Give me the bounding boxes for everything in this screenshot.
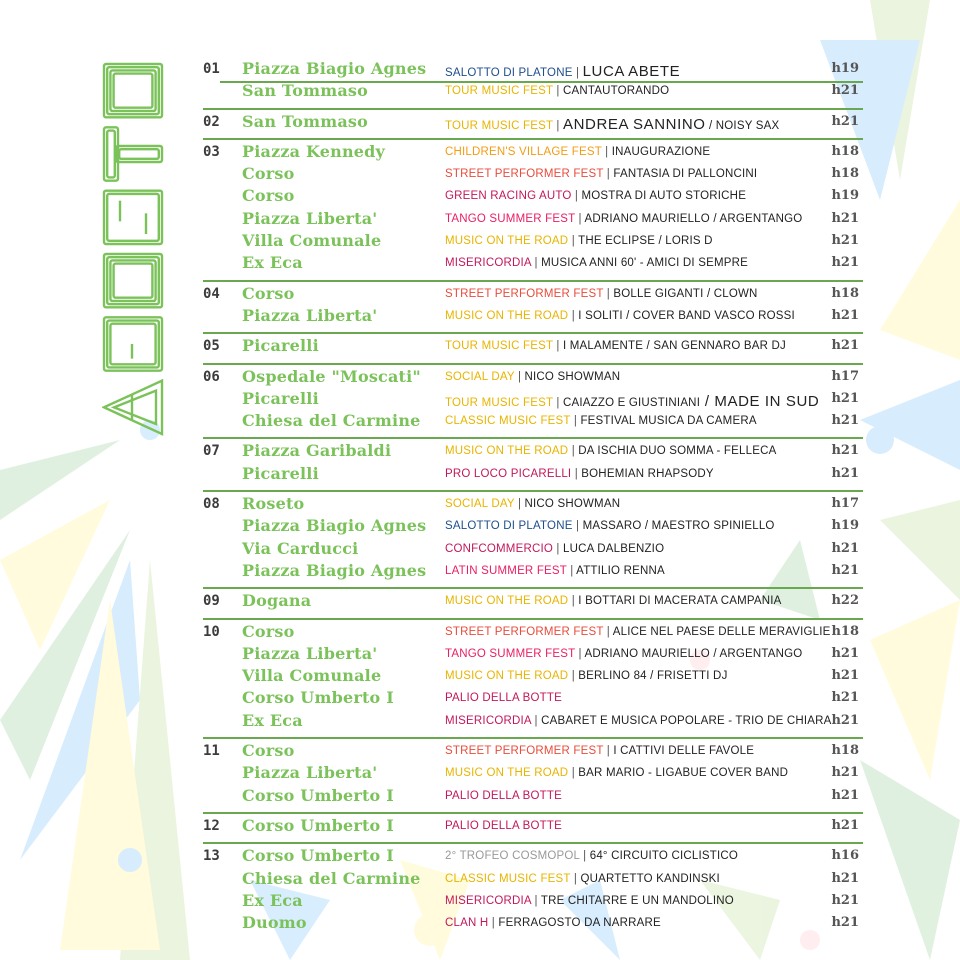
event-row [203,82,863,104]
event-organizer: CLASSIC MUSIC FEST [445,872,571,885]
event-name: NICO SHOWMAN [524,370,621,383]
event-name: CANTAUTORANDO [562,85,670,98]
event-name: MUSICA ANNI 60' - AMICI DI SEMPRE [541,257,748,270]
event-name: LUCA DALBENZIO [563,542,665,555]
month-letter-t [104,127,162,180]
day-group [203,442,863,492]
separator: | [603,168,614,181]
month-letter-o [104,64,162,117]
day-number: 01 [203,61,220,77]
event-description [445,745,754,757]
event-organizer: CHILDREN'S VILLAGE FEST [445,145,602,158]
event-organizer: CONFCOMMERCIO [445,542,554,555]
day-number: 12 [203,817,220,834]
event-row [203,307,863,329]
venue-name: Picarelli [242,336,319,356]
separator: | [568,445,579,458]
event-hour: h22 [831,593,859,609]
event-organizer: MUSIC ON THE ROAD [445,445,569,458]
event-description [445,595,782,607]
event-hour: h21 [831,870,859,886]
month-letter-a [104,381,162,434]
event-organizer: TOUR MUSIC FEST [445,119,553,132]
event-name: BOHEMIAN RHAPSODY [581,467,714,480]
event-row [203,892,863,914]
event-hour: h21 [831,255,859,271]
event-description [445,626,831,638]
day-group [203,495,863,589]
event-row [203,623,863,645]
separator: | [571,467,582,480]
separator: | [603,745,614,758]
venue-name: Corso [242,164,295,184]
event-description [445,895,734,907]
event-row [203,442,863,464]
event-description [445,468,714,480]
event-name: MOSTRA DI AUTO STORICHE [581,190,747,203]
event-organizer: PALIO DELLA BOTTE [445,789,562,802]
event-organizer: SALOTTO DI PLATONE [445,67,573,79]
event-row [203,847,863,869]
event-organizer: STREET PERFORMER FEST [445,625,604,638]
event-row [203,689,863,711]
event-hour: h18 [831,143,859,159]
event-organizer: STREET PERFORMER FEST [445,168,604,181]
event-row [203,764,863,786]
separator: | [570,872,581,885]
event-hour: h21 [831,113,859,129]
event-name: ADRIANO MAURIELLO / ARGENTANGO [584,212,803,225]
event-description [445,820,562,832]
event-description [445,63,680,80]
event-organizer: MISERICORDIA [445,894,532,907]
separator: | [601,145,612,158]
venue-name: Corso Umberto I [242,815,394,835]
venue-name: Chiesa del Carmine [242,868,421,888]
venue-name: Piazza Garibaldi [242,441,392,461]
event-organizer: TOUR MUSIC FEST [445,85,553,98]
event-name: NICO SHOWMAN [524,498,621,511]
day-number: 13 [203,848,220,865]
event-description [445,190,746,202]
event-row [203,210,863,232]
day-group [203,60,863,110]
venue-name: Corso Umberto I [242,785,394,805]
event-hour: h21 [831,892,859,908]
day-group [203,285,863,335]
event-name: I SOLITI / COVER BAND VASCO ROSSI [578,309,795,322]
event-organizer: GREEN RACING AUTO [445,190,572,203]
event-name: THE ECLIPSE / LORIS D [578,235,713,248]
event-hour: h21 [831,443,859,459]
event-hour: h21 [831,787,859,803]
venue-name: Corso Umberto I [242,846,394,866]
venue-name: Ex Eca [242,710,303,730]
event-description [445,543,664,555]
separator: | [553,85,563,98]
day-group [203,368,863,440]
event-description [445,692,562,704]
day-number: 09 [203,593,220,610]
venue-name: Dogana [242,591,312,611]
event-row [203,368,863,390]
event-hour: h21 [831,307,859,323]
event-name: TRE CHITARRE E UN MANDOLINO [540,894,734,907]
venue-name: Piazza Biagio Agnes [242,59,427,78]
event-description [445,393,819,410]
venue-name: Piazza Kennedy [242,141,386,161]
event-description [445,790,562,802]
separator: | [572,67,583,79]
event-description [445,415,757,427]
event-description [445,520,775,532]
separator: | [570,415,581,428]
venue-name: Corso [242,621,295,641]
event-hour: h16 [831,848,859,864]
separator: | [514,498,525,511]
event-row [203,592,863,614]
venue-name: Piazza Liberta' [242,208,378,228]
event-extra: / MADE IN SUD [700,392,820,410]
event-row [203,187,863,209]
event-name: QUARTETTO KANDINSKI [580,872,720,885]
separator: | [568,670,579,683]
event-hour: h21 [831,465,859,481]
event-row [203,60,863,82]
day-group [203,623,863,739]
day-number: 04 [203,285,220,302]
event-hour: h21 [831,915,859,931]
event-hour: h21 [831,765,859,781]
separator: | [566,564,577,577]
event-organizer: MUSIC ON THE ROAD [445,670,569,683]
event-name: BOLLE GIGANTI / CLOWN [613,287,758,300]
event-row [203,495,863,517]
event-description [445,850,738,862]
event-row [203,337,863,359]
event-row [203,742,863,764]
separator: | [531,894,541,907]
day-group [203,847,863,939]
event-row [203,645,863,667]
event-name: 64° CIRCUITO CICLISTICO [589,850,739,863]
event-organizer: MUSIC ON THE ROAD [445,309,569,322]
event-name: INAUGURAZIONE [611,145,711,158]
event-hour: h17 [831,368,859,384]
event-name: BERLINO 84 / FRISETTI DJ [578,670,728,683]
event-description [445,498,620,510]
event-name: ANDREA SANNINO [562,115,706,133]
event-hour: h21 [831,210,859,226]
venue-name: Ex Eca [242,890,303,910]
event-hour: h21 [831,645,859,661]
separator: | [571,190,582,203]
venue-name: Roseto [242,494,305,514]
event-row [203,817,863,839]
day-group [203,817,863,844]
separator: | [553,119,563,132]
venue-name: Via Carducci [242,538,359,558]
event-description [445,340,786,352]
event-description [445,648,802,660]
separator: | [579,850,590,863]
venue-name: Ex Eca [242,253,303,273]
event-row [203,712,863,734]
event-hour: h21 [831,817,859,833]
separator: | [603,625,613,638]
event-description [445,917,661,929]
day-number: 11 [203,743,220,760]
separator: | [568,309,579,322]
event-name: ATTILIO RENNA [576,564,665,577]
venue-name: Piazza Biagio Agnes [242,560,427,580]
venue-name: Piazza Liberta' [242,763,378,783]
event-hour: h21 [831,668,859,684]
event-hour: h21 [831,233,859,249]
event-description [445,715,832,727]
event-organizer: TOUR MUSIC FEST [445,396,553,409]
venue-name: Picarelli [242,388,319,408]
event-organizer: PALIO DELLA BOTTE [445,819,562,832]
event-hour: h17 [831,496,859,512]
event-organizer: MUSIC ON THE ROAD [445,595,569,608]
event-hour: h21 [831,83,859,99]
venue-name: Corso [242,283,295,303]
event-description [445,767,788,779]
event-organizer: CLASSIC MUSIC FEST [445,415,571,428]
event-organizer: LATIN SUMMER FEST [445,564,567,577]
event-hour: h18 [831,743,859,759]
venue-name: Piazza Liberta' [242,305,378,325]
event-hour: h18 [831,166,859,182]
day-number: 06 [203,368,220,385]
venue-name: Picarelli [242,463,319,483]
day-group [203,742,863,814]
day-number: 02 [203,113,220,130]
day-group [203,337,863,364]
event-organizer: MISERICORDIA [445,714,532,727]
event-description [445,873,720,885]
event-row [203,113,863,135]
month-letter-s [104,191,162,244]
event-organizer: CLAN H [445,917,489,930]
event-name: LUCA ABETE [582,63,681,80]
event-row [203,517,863,539]
event-organizer: MUSIC ON THE ROAD [445,767,569,780]
event-hour: h18 [831,623,859,639]
event-hour: h19 [831,518,859,534]
event-name: FANTASIA DI PALLONCINI [613,168,758,181]
venue-name: San Tommaso [242,111,368,131]
venue-name: Corso [242,741,295,761]
day-group [203,113,863,140]
event-row [203,787,863,809]
event-organizer: 2° TROFEO COSMOPOL [445,850,580,863]
event-description [445,257,748,269]
separator: | [553,396,563,409]
event-hour: h21 [831,690,859,706]
event-description [445,235,713,247]
venue-name: Piazza Liberta' [242,643,378,663]
event-organizer: STREET PERFORMER FEST [445,287,604,300]
day-number: 08 [203,496,220,513]
month-letters-graphic [102,60,164,440]
day-number: 03 [203,143,220,160]
separator: | [575,212,585,225]
event-name: ADRIANO MAURIELLO / ARGENTANGO [584,647,803,660]
event-organizer: SOCIAL DAY [445,370,515,383]
separator: | [568,235,579,248]
event-organizer: MUSIC ON THE ROAD [445,235,569,248]
event-hour: h21 [831,413,859,429]
event-row [203,285,863,307]
event-organizer: MISERICORDIA [445,257,532,270]
event-description [445,168,757,180]
venue-name: Corso [242,186,295,206]
event-name: CAIAZZO E GIUSTINIANI [562,396,701,409]
event-name: I CATTIVI DELLE FAVOLE [613,745,755,758]
event-row [203,254,863,276]
venue-name: Chiesa del Carmine [242,411,421,431]
event-name: MASSARO / MAESTRO SPINIELLO [582,520,775,533]
event-hour: h21 [831,390,859,406]
event-row [203,143,863,165]
event-row [203,232,863,254]
month-letter-g [104,317,162,370]
venue-name: Villa Comunale [242,666,382,686]
event-name: I MALAMENTE / SAN GENNARO BAR DJ [562,340,787,353]
separator: | [531,714,542,727]
event-organizer: TANGO SUMMER FEST [445,647,576,660]
day-number: 05 [203,338,220,355]
venue-name: Duomo [242,913,307,933]
separator: | [531,257,542,270]
event-description [445,565,665,577]
event-description [445,670,728,682]
event-name: FESTIVAL MUSICA DA CAMERA [580,415,757,428]
venue-name: Ospedale "Moscati" [242,366,421,386]
event-organizer: SALOTTO DI PLATONE [445,520,573,533]
event-extra: / NOISY SAX [705,119,780,132]
event-description [445,213,802,225]
separator: | [568,767,579,780]
event-description [445,85,669,97]
event-hour: h18 [831,285,859,301]
day-number: 10 [203,623,220,640]
event-name: ALICE NEL PAESE DELLE MERAVIGLIE [612,625,831,638]
event-row [203,390,863,412]
event-name: FERRAGOSTO DA NARRARE [498,917,661,930]
event-hour: h21 [831,712,859,728]
event-row [203,667,863,689]
event-row [203,914,863,936]
event-hour: h21 [831,562,859,578]
separator: | [568,595,579,608]
event-row [203,870,863,892]
event-organizer: SOCIAL DAY [445,498,515,511]
venue-name: Piazza Biagio Agnes [242,516,427,536]
event-hour: h19 [831,188,859,204]
event-row [203,562,863,584]
event-row [203,165,863,187]
event-description [445,445,776,457]
event-name: BAR MARIO - LIGABUE COVER BAND [578,767,789,780]
venue-name: Corso Umberto I [242,688,394,708]
month-letter-o [104,254,162,307]
separator: | [488,917,499,930]
event-description [445,116,779,133]
event-description [445,371,620,383]
event-organizer: PALIO DELLA BOTTE [445,692,562,705]
day-group [203,143,863,282]
event-description [445,310,795,322]
event-row [203,412,863,434]
event-name: DA ISCHIA DUO SOMMA - FELLECA [578,445,777,458]
separator: | [603,287,614,300]
event-description [445,288,758,300]
event-organizer: TOUR MUSIC FEST [445,340,553,353]
event-organizer: TANGO SUMMER FEST [445,212,576,225]
month-title [102,60,164,440]
event-organizer: PRO LOCO PICARELLI [445,467,572,480]
event-name: CABARET E MUSICA POPOLARE - TRIO DE CHIARA [541,714,832,727]
day-group [203,592,863,619]
venue-name: Villa Comunale [242,231,382,251]
event-row [203,540,863,562]
separator: | [572,520,583,533]
separator: | [575,647,585,660]
event-row [203,465,863,487]
event-hour: h21 [831,338,859,354]
event-hour: h19 [831,61,859,76]
schedule-table [203,60,863,942]
event-description [445,146,710,158]
day-number: 07 [203,443,220,460]
event-hour: h21 [831,540,859,556]
separator: | [553,340,563,353]
separator: | [553,542,563,555]
event-name: I BOTTARI DI MACERATA CAMPANIA [578,595,782,608]
event-organizer: STREET PERFORMER FEST [445,745,604,758]
venue-name: San Tommaso [242,81,368,101]
separator: | [514,370,525,383]
